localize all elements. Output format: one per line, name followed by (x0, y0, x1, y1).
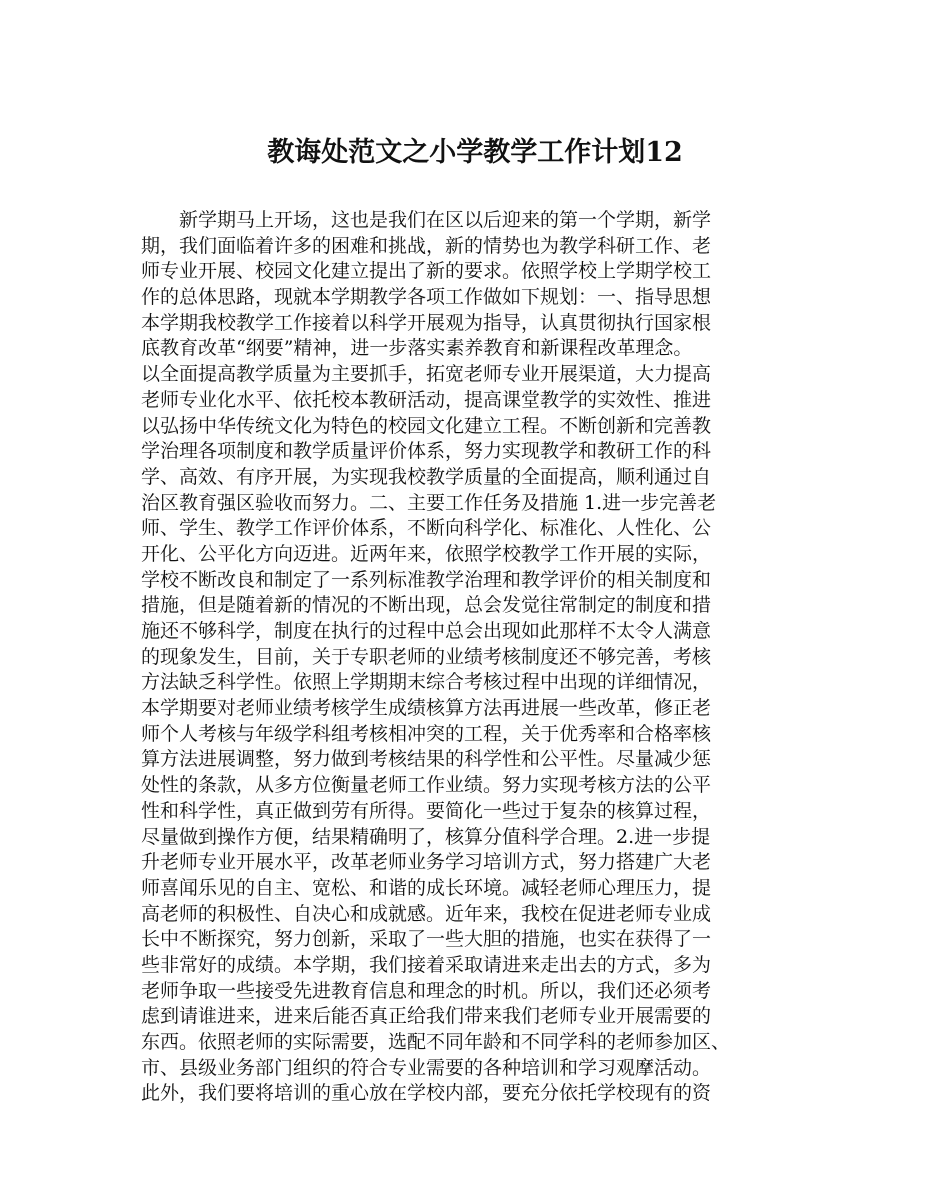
body-line: 长中不断探究，努力创新，采取了一些大胆的措施，也实在获得了一 (141, 928, 712, 951)
document-title: 教诲处范文之小学教学工作计划12 (267, 137, 683, 168)
body-line: 些非常好的成绩。本学期，我们接着采取请进来走出去的方式，多为 (141, 953, 712, 976)
body-line: 期，我们面临着许多的困难和挑战，新的情势也为教学科研工作、老 (141, 234, 712, 257)
body-line: 方法缺乏科学性。依照上学期期末综合考核过程中出现的详细情况， (141, 671, 712, 694)
body-line: 学治理各项制度和教学质量评价体系，努力实现教学和教研工作的科 (141, 440, 712, 463)
body-line: 师专业开展、校园文化建立提出了新的要求。依照学校上学期学校工 (141, 260, 712, 283)
body-line: 老师专业化水平、依托校本教研活动，提高课堂教学的实效性、推进 (141, 388, 712, 411)
body-line: 处性的条款，从多方位衡量老师工作业绩。努力实现考核方法的公平 (141, 774, 712, 797)
body-line: 东西。依照老师的实际需要，选配不同年龄和不同学科的老师参加区、 (141, 1031, 731, 1053)
body-line: 本学期要对老师业绩考核学生成绩核算方法再进展一些改革，修正老 (141, 697, 712, 720)
body-line: 性和科学性，真正做到劳有所得。要简化一些过于复杂的核算过程， (141, 799, 712, 822)
body-line: 高老师的积极性、自决心和成就感。近年来，我校在促进老师专业成 (141, 902, 712, 925)
body-line: 学校不断改良和制定了一系列标准教学治理和教学评价的相关制度和 (141, 568, 712, 591)
body-line: 师、学生、教学工作评价体系，不断向科学化、标准化、人性化、公 (141, 517, 712, 540)
document-body (141, 208, 821, 1107)
body-line: 的现象发生，目前，关于专职老师的业绩考核制度还不够完善，考核 (141, 645, 712, 668)
body-line: 此外，我们要将培训的重心放在学校内部，要充分依托学校现有的资 (141, 1082, 712, 1105)
body-line: 开化、公平化方向迈进。近两年来，依照学校教学工作开展的实际， (141, 542, 712, 565)
body-line: 本学期我校教学工作接着以科学开展观为指导，认真贯彻执行国家根 (141, 311, 712, 334)
body-line: 老师争取一些接受先进教育信息和理念的时机。所以，我们还必须考 (141, 979, 712, 1002)
body-line: 虑到请谁进来，进来后能否真正给我们带来我们老师专业开展需要的 (141, 1005, 712, 1028)
body-line: 以弘扬中华传统文化为特色的校园文化建立工程。不断创新和完善教 (141, 414, 712, 437)
body-line: 新学期马上开场，这也是我们在区以后迎来的第一个学期，新学 (141, 209, 712, 231)
body-line: 作的总体思路，现就本学期教学各项工作做如下规划：一、指导思想 (141, 286, 712, 309)
body-line: 尽量做到操作方便，结果精确明了，核算分值科学合理。2.进一步提 (141, 825, 711, 848)
body-line: 以全面提高教学质量为主要抓手，拓宽老师专业开展渠道，大力提高 (141, 363, 712, 386)
body-line: 措施，但是随着新的情况的不断出现，总会发觉往常制定的制度和措 (141, 594, 712, 617)
body-line: 市、县级业务部门组织的符合专业需要的各种培训和学习观摩活动。 (141, 1056, 712, 1079)
body-line: 学、高效、有序开展，为实现我校教学质量的全面提高，顺利通过自 (141, 465, 712, 488)
body-line: 升老师专业开展水平，改革老师业务学习培训方式，努力搭建广大老 (141, 851, 712, 874)
body-line: 师个人考核与年级学科组考核相冲突的工程，关于优秀率和合格率核 (141, 722, 712, 745)
body-line: 算方法进展调整，努力做到考核结果的科学性和公平性。尽量减少惩 (141, 748, 712, 771)
body-line: 底教育改革“纲要”精神，进一步落实素养教育和新课程改革理念。 (141, 337, 693, 360)
body-line: 治区教育强区验收而努力。二、主要工作任务及措施 1.进一步完善老 (141, 491, 717, 514)
body-line: 施还不够科学，制度在执行的过程中总会出现如此那样不太令人满意 (141, 620, 712, 642)
body-line: 师喜闻乐见的自主、宽松、和谐的成长环境。减轻老师心理压力，提 (141, 876, 712, 899)
